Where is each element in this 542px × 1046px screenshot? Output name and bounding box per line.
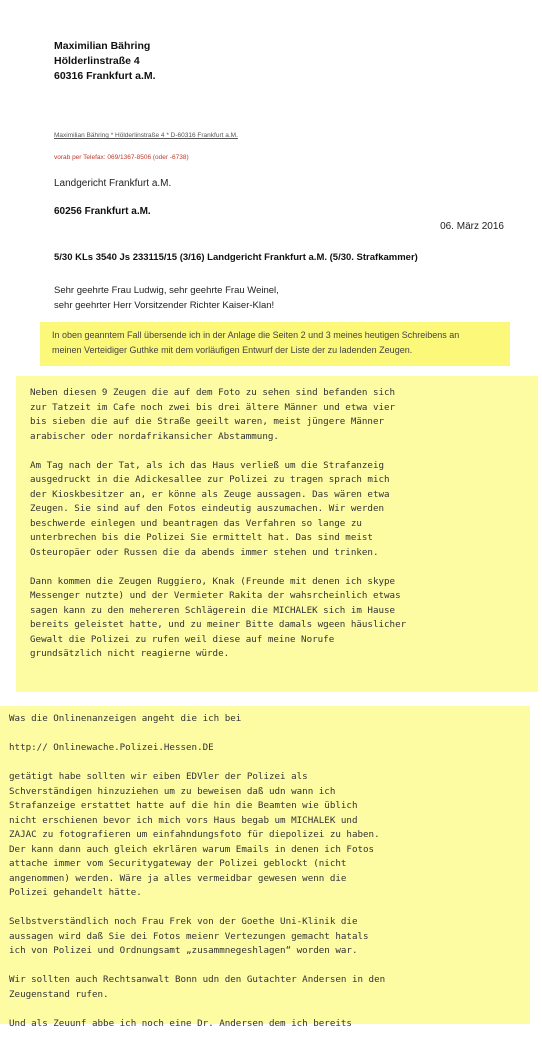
attachment-line: bereits geleistet hatte, und zu meiner Bitte damals wgeen häuslicher <box>30 619 407 630</box>
attachment-paragraph <box>9 712 522 727</box>
attachment-line: der Kioskbesitzer an, er könne als Zeuge aussagen. Das wären etwa <box>30 488 390 500</box>
intro-line: In oben geanntem Fall übersende ich in der Anlage die Seiten 2 und 3 meines heutigen Schreibens an <box>52 330 460 340</box>
attachment-line: ausgedruckt in die Adickesallee zur Polizei zu tragen sprach mich <box>30 474 390 485</box>
sender-street: Hölderlinstraße 4 <box>54 55 140 67</box>
attachment-line: ZAJAC zu fotografieren um einfahndungsfoto für diepolizei zu haben. <box>9 829 380 840</box>
attachment-line: unterbrechen bis die Polizei Sie ermittelt hat. Das sind meist <box>30 532 373 543</box>
attachment-line: angenommen) werden. Wäre ja alles vermeidbar gewesen wenn die <box>9 872 347 884</box>
attachment-line: beschwerde einlegen und beantragen das Verfahren so lange zu <box>30 517 362 529</box>
attachment-line: Und als Zeuunf abbe ich noch eine Dr. Andersen dem ich bereits <box>9 1017 352 1029</box>
attachment-line: Polizei gehandelt hätte. <box>9 887 142 898</box>
sender-address-block <box>54 39 156 84</box>
attachment-line: nicht erschienen bevor ich mich vors Haus begab um MICHALEK und <box>9 814 358 826</box>
attachment-line: arabischer oder nordafrikansicher Abstammung. <box>30 430 279 442</box>
attachment-paragraph <box>30 386 528 444</box>
attachment-line: Neben diesen 9 Zeugen die auf dem Foto zu sehen sind befanden sich <box>30 387 396 398</box>
recipient-name: Landgericht Frankfurt a.M. <box>54 178 172 189</box>
case-reference: 5/30 KLs 3540 Js 233115/15 (3/16) Landgericht Frankfurt a.M. (5/30. Strafkammer) <box>54 252 418 263</box>
attachment-paragraph <box>30 459 528 561</box>
attachment-line: Zeugen. Sie sind auf den Fotos eindeutig auszumachen. Wir werden <box>30 503 385 514</box>
attachment-line: Strafanzeige erstattet hatte auf die hin die Beamten wie üblich <box>9 800 358 811</box>
attachment-line: attache immer vom Securitygateway der Polizei geblockt (nicht <box>9 858 347 869</box>
salutation <box>54 283 279 313</box>
attachment-line: Gewalt die Polizei zu rufen weil diese auf meine Norufe <box>30 633 335 645</box>
attachment-line: Selbstverständlich noch Frau Frek von der Goethe Uni-Klinik die <box>9 916 358 927</box>
attachment-line: Osteuropäer oder Russen die da abends immer stehen und trinken. <box>30 546 379 558</box>
letter-date: 06. März 2016 <box>440 221 504 232</box>
salutation-line: sehr geehrter Herr Vorsitzender Richter Kaiser-Klan! <box>54 300 275 311</box>
fax-note: vorab per Telefax: 069/1367-8506 (oder -6738) <box>54 154 189 161</box>
attachment-line: Zeugenstand rufen. <box>9 988 109 1000</box>
highlighted-intro-paragraph <box>40 322 510 366</box>
attachment-paragraph <box>9 973 522 1002</box>
sender-city: 60316 Frankfurt a.M. <box>54 70 156 82</box>
attachment-line: Am Tag nach der Tat, als ich das Haus verließ um die Strafanzeig <box>30 459 385 471</box>
attachment-line: Messenger nutzte) und der Vermieter Rakita der wahsrcheinlich etwas <box>30 590 401 601</box>
attachment-line: sagen kann zu den mehereren Schlägerein die MICHALEK sich im Hause <box>30 604 396 616</box>
attachment-paragraph <box>9 915 522 959</box>
salutation-line: Sehr geehrte Frau Ludwig, sehr geehrte Frau Weinel, <box>54 285 279 296</box>
attachment-paragraph <box>9 770 522 901</box>
intro-line: meinen Verteidiger Guthke mit dem vorläufigen Entwurf der Liste der zu ladenden Zeugen. <box>52 345 413 355</box>
attachment-line: http:// Onlinewache.Polizei.Hessen.DE <box>9 742 214 753</box>
return-address-line: Maximilian Bähring * Hölderlinstraße 4 * D-60316 Frankfurt a.M. <box>54 132 238 139</box>
attachment-line: Wir sollten auch Rechtsanwalt Bonn udn den Gutachter Andersen in den <box>9 974 386 985</box>
sender-name: Maximilian Bähring <box>54 40 151 52</box>
attachment-page-excerpt-1 <box>16 376 538 692</box>
attachment-line: Der kann dann auch gleich ekrlären warum Emails in denen ich Fotos <box>9 843 375 855</box>
attachment-page-excerpt-2 <box>0 706 530 1029</box>
attachment-line: getätigt habe sollten wir eiben EDVler der Polizei als <box>9 771 308 782</box>
attachment-line: zur Tatzeit im Cafe noch zwei bis drei ältere Männer und etwa vier <box>30 401 396 413</box>
attachment-line: Dann kommen die Zeugen Ruggiero, Knak (Freunde mit denen ich skype <box>30 575 396 587</box>
attachment-line: ich von Polizei und Ordnungsamt „zusammnegeshlagen“ worden war. <box>9 945 358 956</box>
attachment-line: Schverständigen hinzuziehen um zu beweisen daß udn wann ich <box>9 785 336 797</box>
attachment-line: grundsätzlich nicht reagierne würde. <box>30 648 230 659</box>
recipient-zip-city: 60256 Frankfurt a.M. <box>54 206 151 217</box>
attachment-line: aussagen wird daß Sie dei Fotos meienr Vertezungen gemacht hatals <box>9 930 369 942</box>
attachment-paragraph <box>30 575 528 662</box>
attachment-paragraph <box>9 741 522 756</box>
attachment-line: bis sieben die auf die Straße geeilt waren, meist jüngere Männer <box>30 416 385 427</box>
attachment-line: Was die Onlinenanzeigen angeht die ich bei <box>9 713 242 724</box>
